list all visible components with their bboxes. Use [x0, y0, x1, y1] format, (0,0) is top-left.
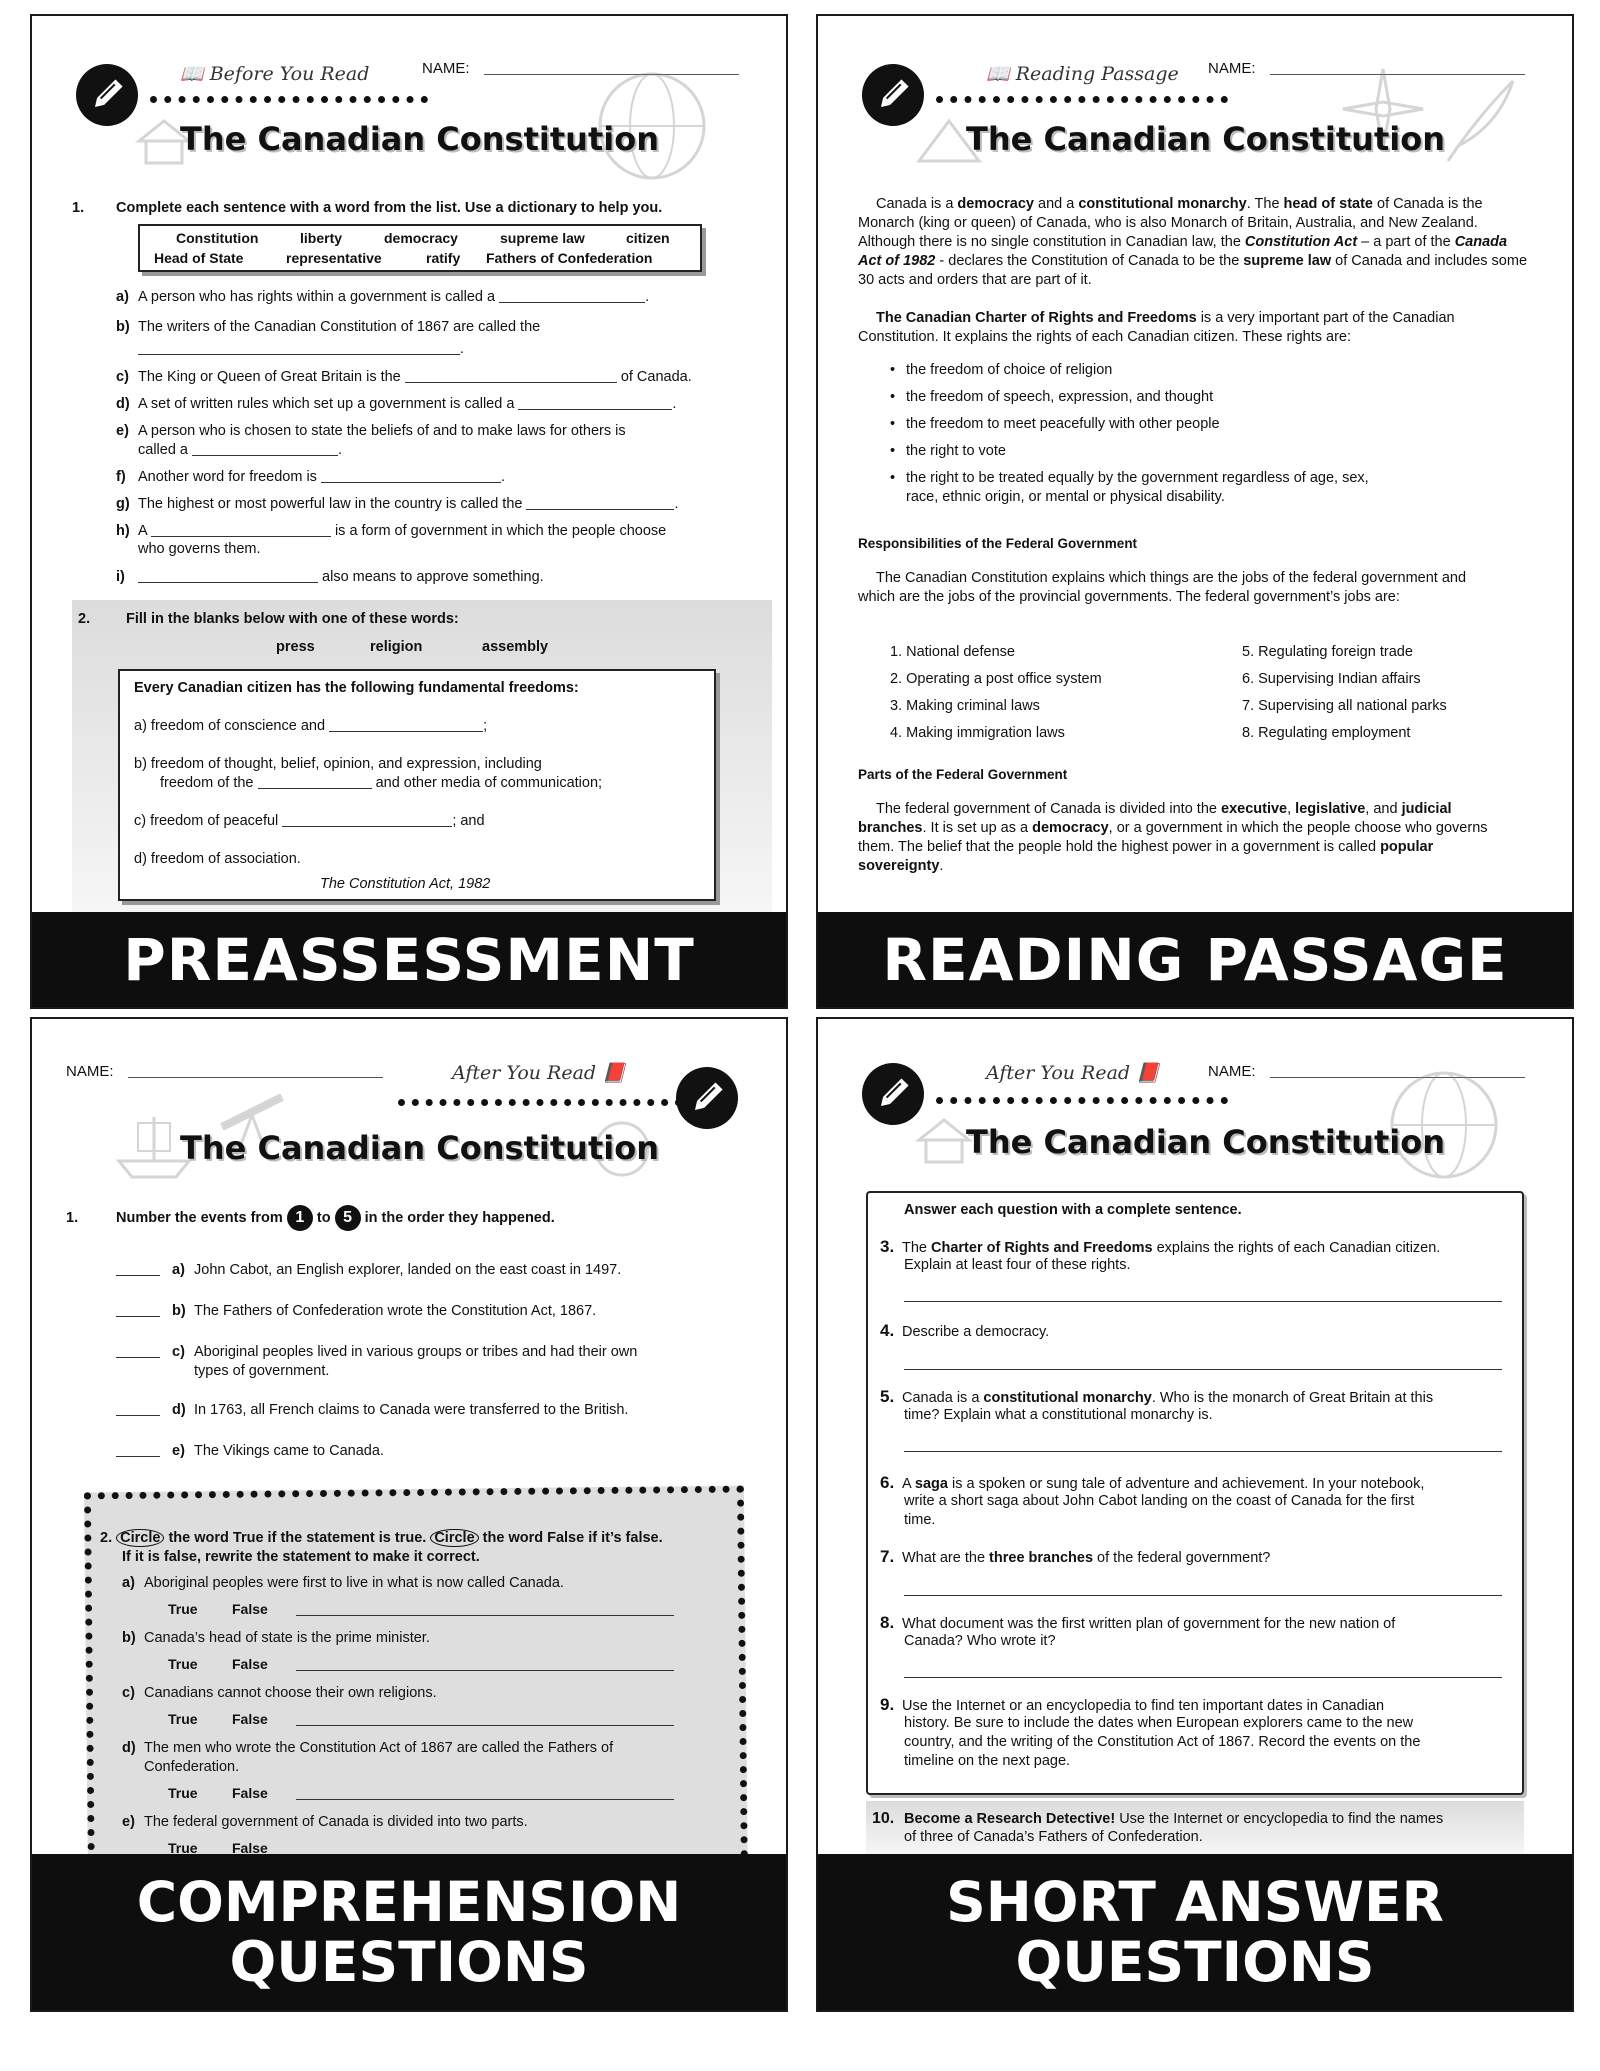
pencil-icon	[676, 1067, 738, 1129]
name-field[interactable]: NAME:	[422, 60, 739, 77]
word-fathers-of-confederation: Fathers of Confederation	[486, 250, 653, 266]
answer-blank[interactable]	[329, 718, 483, 732]
right-item: • the right to be treated equally by the government regardless of age, sex, race, ethnic origin, or mental or physical disability.	[890, 469, 1380, 507]
order-blank[interactable]	[116, 1303, 160, 1317]
question-3-cont: Explain at least four of these rights.	[904, 1257, 1131, 1273]
jobs-list-right	[1242, 639, 1447, 747]
word-representative: representative	[286, 250, 382, 266]
dotted-divider	[398, 1099, 696, 1106]
rights-list	[890, 361, 1410, 507]
question-9: 9. Use the Internet or an encyclopedia to find ten important dates in Canadian	[880, 1695, 1385, 1714]
true-option[interactable]: True	[168, 1601, 198, 1617]
q1-item-a: a) A person who has rights within a government is called a .	[116, 289, 650, 305]
answer-blank[interactable]	[192, 442, 338, 456]
q1-number: 1.	[66, 1210, 79, 1226]
section-banner	[818, 1854, 1572, 2010]
answer-blank[interactable]	[138, 341, 460, 355]
answer-blank[interactable]	[138, 569, 318, 583]
true-false-row	[168, 1840, 674, 1854]
question-4: 4. Describe a democracy.	[880, 1321, 1050, 1340]
false-option[interactable]: False	[232, 1711, 268, 1727]
answer-blank[interactable]	[151, 523, 331, 537]
q1-item-e-cont: called a .	[138, 442, 343, 458]
answer-blank[interactable]	[499, 289, 645, 303]
rewrite-line[interactable]	[296, 1786, 674, 1800]
answer-blank[interactable]	[258, 775, 372, 789]
section-banner: READING PASSAGE	[818, 912, 1572, 1007]
name-field[interactable]: NAME:	[1208, 60, 1525, 77]
q1-item-g: g) The highest or most powerful law in the country is called the .	[116, 496, 679, 512]
reading-passage-label: 📖 Reading Passage	[986, 63, 1179, 85]
page-title: The Canadian Constitution	[180, 120, 659, 158]
job-item: 6. Supervising Indian affairs	[1242, 671, 1421, 687]
order-blank[interactable]	[116, 1344, 160, 1358]
intro-paragraph: Canada is a democracy and a constitutional monarchy. The head of state of Canada is the Monarch (king or queen) of Canada, who is also Monarch of Britain, Australia, and New Zealand. Although there is no single constitution in Canadian law, the Constitution Act – a part of the Canada Act of 1982 - declares the Constitution of Canada to be the supreme law of Canada and includes some 30 acts and orders that are part of it.	[858, 196, 1528, 288]
true-false-row	[168, 1656, 674, 1672]
q1-item-d: d) A set of written rules which set up a government is called a .	[116, 396, 677, 412]
q1-prompt: Complete each sentence with a word from the list. Use a dictionary to help you.	[116, 200, 663, 216]
answer-blank[interactable]	[526, 496, 674, 510]
q2-prompt: Fill in the blanks below with one of these words:	[126, 611, 459, 627]
statement-d: d) The men who wrote the Constitution Act of 1867 are called the Fathers of	[122, 1740, 614, 1756]
event-item-a: a) John Cabot, an English explorer, landed on the east coast in 1497.	[116, 1261, 621, 1280]
question-9-cont: history. Be sure to include the dates when European explorers came to the new	[904, 1715, 1414, 1731]
false-option[interactable]: False	[232, 1601, 268, 1617]
word-constitution: Constitution	[176, 230, 259, 246]
q1-item-e: e) A person who is chosen to state the beliefs of and to make laws for others is	[116, 423, 626, 439]
true-option[interactable]: True	[168, 1711, 198, 1727]
pencil-icon	[76, 64, 138, 126]
freedom-c: c) freedom of peaceful ; and	[134, 813, 485, 829]
job-item: 7. Supervising all national parks	[1242, 698, 1447, 714]
preassessment-content	[32, 16, 786, 912]
question-10: 10. Become a Research Detective! Use the Internet or encyclopedia to find the names	[872, 1810, 1444, 1827]
quill-icon	[1438, 76, 1518, 166]
rewrite-line[interactable]	[296, 1712, 674, 1726]
q2-word-assembly: assembly	[482, 639, 549, 655]
q2-instructions-line2: If it is false, rewrite the statement to make it correct.	[122, 1549, 480, 1565]
before-you-read-label: 📖 Before You Read	[180, 63, 370, 85]
false-option[interactable]: False	[232, 1785, 268, 1801]
banner-line-1: SHORT ANSWER	[946, 1870, 1444, 1934]
comprehension-content	[32, 1019, 786, 1854]
right-item: • the freedom of speech, expression, and thought	[890, 388, 1410, 407]
question-7: 7. What are the three branches of the federal government?	[880, 1547, 1271, 1566]
banner-line-1: COMPREHENSION	[136, 1870, 682, 1934]
freedoms-box	[118, 669, 716, 901]
house-icon	[914, 1115, 974, 1165]
source-citation: The Constitution Act, 1982	[320, 876, 491, 892]
answer-blank[interactable]	[321, 469, 501, 483]
word-citizen: citizen	[626, 230, 670, 246]
jobs-list-left	[890, 639, 1102, 747]
after-you-read-label: After You Read 📕	[452, 1062, 626, 1084]
page-title: The Canadian Constitution	[966, 1123, 1445, 1161]
event-item-e: e) The Vikings came to Canada.	[116, 1442, 384, 1461]
word-liberty: liberty	[300, 230, 343, 246]
false-option[interactable]: False	[232, 1840, 268, 1854]
answer-blank[interactable]	[518, 396, 672, 410]
job-item: 8. Regulating employment	[1242, 725, 1411, 741]
true-option[interactable]: True	[168, 1656, 198, 1672]
freedom-a: a) freedom of conscience and ;	[134, 718, 488, 734]
event-item-d: d) In 1763, all French claims to Canada were transferred to the British.	[116, 1401, 628, 1420]
answer-blank[interactable]	[282, 813, 452, 827]
statement-a: a) Aboriginal peoples were first to live in what is now called Canada.	[122, 1575, 564, 1591]
event-item-c-cont: types of government.	[194, 1363, 330, 1379]
page-title: The Canadian Constitution	[966, 120, 1445, 158]
rewrite-line[interactable]	[296, 1602, 674, 1616]
order-blank[interactable]	[116, 1443, 160, 1457]
charter-paragraph: The Canadian Charter of Rights and Freedoms is a very important part of the Canadian Constitution. It explains the rights of each Canadian citizen. These rights are:	[858, 310, 1455, 345]
reading-passage-page	[816, 14, 1574, 1009]
freedoms-heading: Every Canadian citizen has the following fundamental freedoms:	[134, 680, 579, 696]
true-false-row	[168, 1785, 674, 1801]
q1-prompt: Number the events from 1 to 5 in the order they happened.	[116, 1205, 555, 1231]
freedom-b: b) freedom of thought, belief, opinion, and expression, including	[134, 756, 542, 772]
answer-line[interactable]	[904, 1451, 1502, 1452]
q1-item-h: h) A is a form of government in which the people choose	[116, 523, 667, 539]
preassessment-page	[30, 14, 788, 1009]
freedom-d: d) freedom of association.	[134, 851, 301, 867]
q1-item-c: c) The King or Queen of Great Britain is the of Canada.	[116, 369, 692, 385]
dotted-divider	[936, 96, 1228, 103]
word-supreme-law: supreme law	[500, 230, 585, 246]
question-5-cont: time? Explain what a constitutional monarchy is.	[904, 1407, 1213, 1423]
q2-instructions: 2. Circle the word True if the statement is true. Circle the word False if it’s false.	[100, 1530, 663, 1546]
answer-line[interactable]	[904, 1369, 1502, 1370]
q1-item-h-cont: who governs them.	[138, 541, 261, 557]
circle-word: Circle	[116, 1529, 164, 1547]
word-head-of-state: Head of State	[154, 250, 244, 266]
statement-b: b) Canada’s head of state is the prime minister.	[122, 1630, 430, 1646]
word-democracy: democracy	[384, 230, 458, 246]
job-item: 5. Regulating foreign trade	[1242, 644, 1413, 660]
answer-line[interactable]	[904, 1595, 1502, 1596]
question-10-cont: of three of Canada’s Fathers of Confederation.	[904, 1829, 1203, 1845]
job-item: 4. Making immigration laws	[890, 725, 1065, 741]
freedom-b-cont: freedom of the and other media of communication;	[160, 775, 603, 791]
question-9-cont2: country, and the writing of the Constitution Act of 1867. Record the events on the	[904, 1734, 1421, 1750]
q1-number: 1.	[72, 200, 85, 216]
q1-item-f: f) Another word for freedom is .	[116, 469, 505, 485]
answer-line[interactable]	[904, 1301, 1502, 1302]
order-blank[interactable]	[116, 1262, 160, 1276]
section-banner: PREASSESSMENT	[32, 912, 786, 1007]
right-item: • the right to vote	[890, 442, 1410, 461]
event-item-c: c) Aboriginal peoples lived in various groups or tribes and had their own	[116, 1343, 637, 1362]
responsibilities-paragraph: The Canadian Constitution explains which things are the jobs of the federal government and which are the jobs of the provincial governments. The federal government’s jobs are:	[858, 570, 1467, 605]
reading-passage-content	[818, 16, 1572, 912]
question-8: 8. What document was the first written plan of government for the new nation of	[880, 1613, 1396, 1632]
order-blank[interactable]	[116, 1402, 160, 1416]
right-item: • the freedom of choice of religion	[890, 361, 1410, 380]
parts-heading: Parts of the Federal Government	[858, 767, 1068, 782]
circle-word: Circle	[430, 1529, 478, 1547]
statement-c: c) Canadians cannot choose their own religions.	[122, 1685, 437, 1701]
rewrite-line[interactable]	[296, 1657, 674, 1671]
number-one-badge: 1	[287, 1205, 313, 1231]
number-five-badge: 5	[335, 1205, 361, 1231]
right-item: • the freedom to meet peacefully with other people	[890, 415, 1410, 434]
question-3: 3. The Charter of Rights and Freedoms explains the rights of each Canadian citizen.	[880, 1237, 1441, 1256]
true-option[interactable]: True	[168, 1840, 198, 1854]
dotted-divider	[936, 1097, 1228, 1104]
question-6-cont: write a short saga about John Cabot landing on the coast of Canada for the first	[904, 1493, 1415, 1509]
dotted-divider	[150, 96, 428, 103]
page-title: The Canadian Constitution	[180, 1129, 659, 1167]
job-item: 3. Making criminal laws	[890, 698, 1040, 714]
after-you-read-label: After You Read 📕	[986, 1062, 1160, 1084]
false-option[interactable]: False	[232, 1656, 268, 1672]
banner-line-2: QUESTIONS	[1015, 1930, 1375, 1994]
q2-number: 2.	[78, 611, 91, 627]
short-answer-content	[818, 1019, 1572, 1854]
word-list-row	[140, 230, 700, 250]
answer-instructions: Answer each question with a complete sentence.	[904, 1202, 1242, 1218]
word-list-box	[138, 224, 702, 272]
section-banner	[32, 1854, 786, 2010]
question-9-cont3: timeline on the next page.	[904, 1753, 1071, 1769]
job-item: 1. National defense	[890, 644, 1015, 660]
parts-paragraph: The federal government of Canada is divided into the executive, legislative, and judicial branches. It is set up as a democracy, or a government in which the people choose who governs them. The belief that the people hold the highest power in a government is called popular sovereignty.	[858, 801, 1488, 874]
word-ratify: ratify	[426, 250, 461, 266]
question-5: 5. Canada is a constitutional monarchy. Who is the monarch of Great Britain at this	[880, 1387, 1434, 1406]
rewrite-line[interactable]	[296, 1841, 674, 1854]
question-6: 6. A saga is a spoken or sung tale of adventure and achievement. In your notebook,	[880, 1473, 1425, 1492]
q1-item-b-cont: .	[138, 340, 464, 359]
job-item: 2. Operating a post office system	[890, 671, 1102, 687]
short-answer-questions-page	[816, 1017, 1574, 2012]
q1-item-b: b) The writers of the Canadian Constitution of 1867 are called the	[116, 319, 541, 335]
question-8-cont: Canada? Who wrote it?	[904, 1633, 1056, 1649]
answer-blank[interactable]	[405, 369, 617, 383]
answer-line[interactable]	[904, 1677, 1502, 1678]
q2-word-religion: religion	[370, 639, 423, 655]
statement-d-cont: Confederation.	[144, 1759, 240, 1775]
name-field[interactable]: NAME:	[66, 1063, 383, 1080]
comprehension-questions-page	[30, 1017, 788, 2012]
true-false-row	[168, 1711, 674, 1727]
true-false-row	[168, 1601, 674, 1617]
statement-e: e) The federal government of Canada is divided into two parts.	[122, 1814, 528, 1830]
event-item-b: b) The Fathers of Confederation wrote the Constitution Act, 1867.	[116, 1302, 596, 1321]
q1-item-i: i) also means to approve something.	[116, 569, 544, 585]
banner-line-2: QUESTIONS	[229, 1930, 589, 1994]
true-option[interactable]: True	[168, 1785, 198, 1801]
question-6-cont2: time.	[904, 1512, 936, 1528]
q2-word-press: press	[276, 639, 315, 655]
name-field[interactable]: NAME:	[1208, 1063, 1525, 1080]
word-list-row	[140, 250, 700, 270]
responsibilities-heading: Responsibilities of the Federal Government	[858, 536, 1138, 551]
